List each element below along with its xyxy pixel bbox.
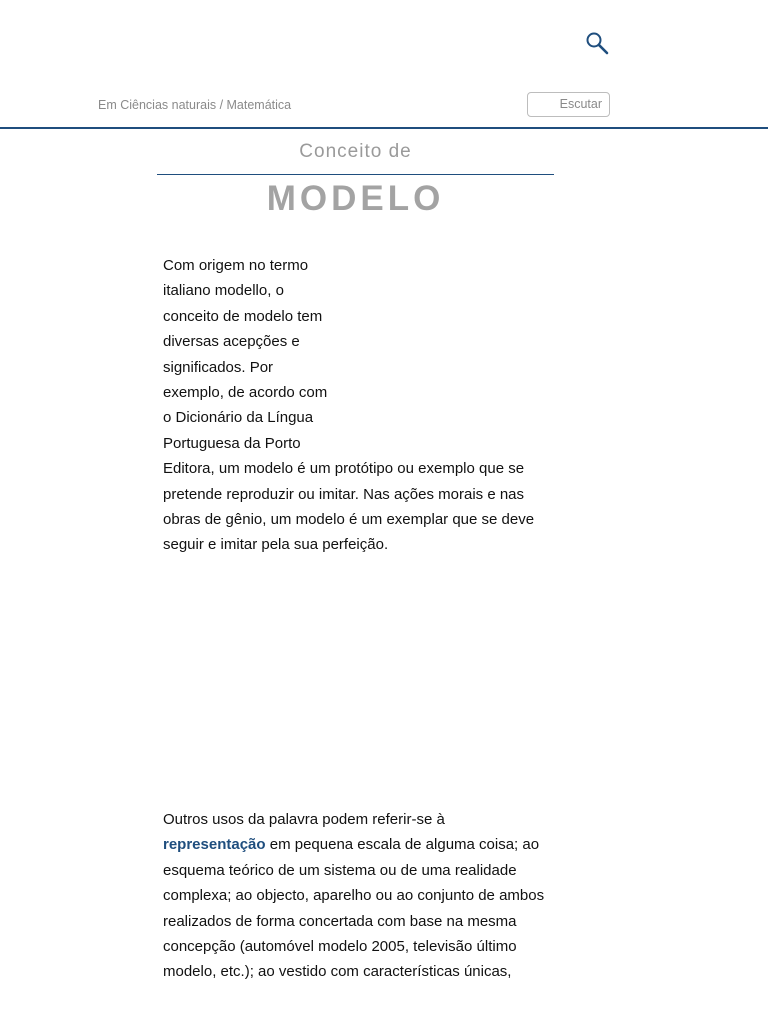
paragraph-line: realizados de forma concertada com base na mesma bbox=[163, 912, 517, 930]
paragraph-line: obras de gênio, um modelo é um exemplar que se deve bbox=[163, 511, 535, 529]
listen-button[interactable]: Escutar bbox=[527, 92, 610, 117]
paragraph-line: significados. Por bbox=[163, 358, 274, 376]
paragraph-line: diversas acepções e bbox=[163, 333, 300, 351]
paragraph-line: pretende reproduzir ou imitar. Nas ações morais e nas bbox=[163, 485, 525, 503]
paragraph-line: Editora, um modelo é um protótipo ou exemplo que se bbox=[163, 460, 525, 478]
paragraph-line: Portuguesa da Porto bbox=[163, 434, 301, 452]
paragraph-line: modelo, etc.); ao vestido com características únicas, bbox=[163, 963, 512, 981]
paragraph-line: conceito de modelo tem bbox=[163, 307, 323, 325]
breadcrumb[interactable]: Em Ciências naturais / Matemática bbox=[98, 98, 292, 112]
paragraph-line: o Dicionário da Língua bbox=[163, 409, 314, 427]
search-button[interactable] bbox=[584, 30, 612, 58]
header-divider bbox=[0, 127, 768, 129]
representacao-link[interactable]: representação bbox=[163, 836, 266, 854]
paragraph-line-rest: em pequena escala de alguma coisa; ao bbox=[265, 836, 540, 854]
paragraph-line: esquema teórico de um sistema ou de uma realidade bbox=[163, 861, 517, 879]
paragraph-line-with-link bbox=[163, 832, 544, 857]
paragraph-line: Outros usos da palavra podem referir-se à bbox=[163, 811, 445, 828]
paragraph-line: exemplo, de acordo com bbox=[163, 384, 328, 402]
paragraph-line: Com origem no termo bbox=[163, 257, 309, 274]
second-paragraph bbox=[163, 807, 544, 985]
concept-label: Conceito de bbox=[299, 141, 412, 162]
intro-paragraph bbox=[163, 253, 534, 558]
title-divider bbox=[157, 174, 554, 175]
paragraph-line: italiano modello, o bbox=[163, 282, 284, 300]
paragraph-line: seguir e imitar pela sua perfeição. bbox=[163, 536, 389, 554]
search-icon bbox=[584, 30, 612, 58]
page-title: MODELO bbox=[266, 179, 445, 218]
paragraph-line: complexa; ao objecto, aparelho ou ao conjunto de ambos bbox=[163, 887, 545, 905]
paragraph-line: concepção (automóvel modelo 2005, televisão último bbox=[163, 938, 517, 956]
